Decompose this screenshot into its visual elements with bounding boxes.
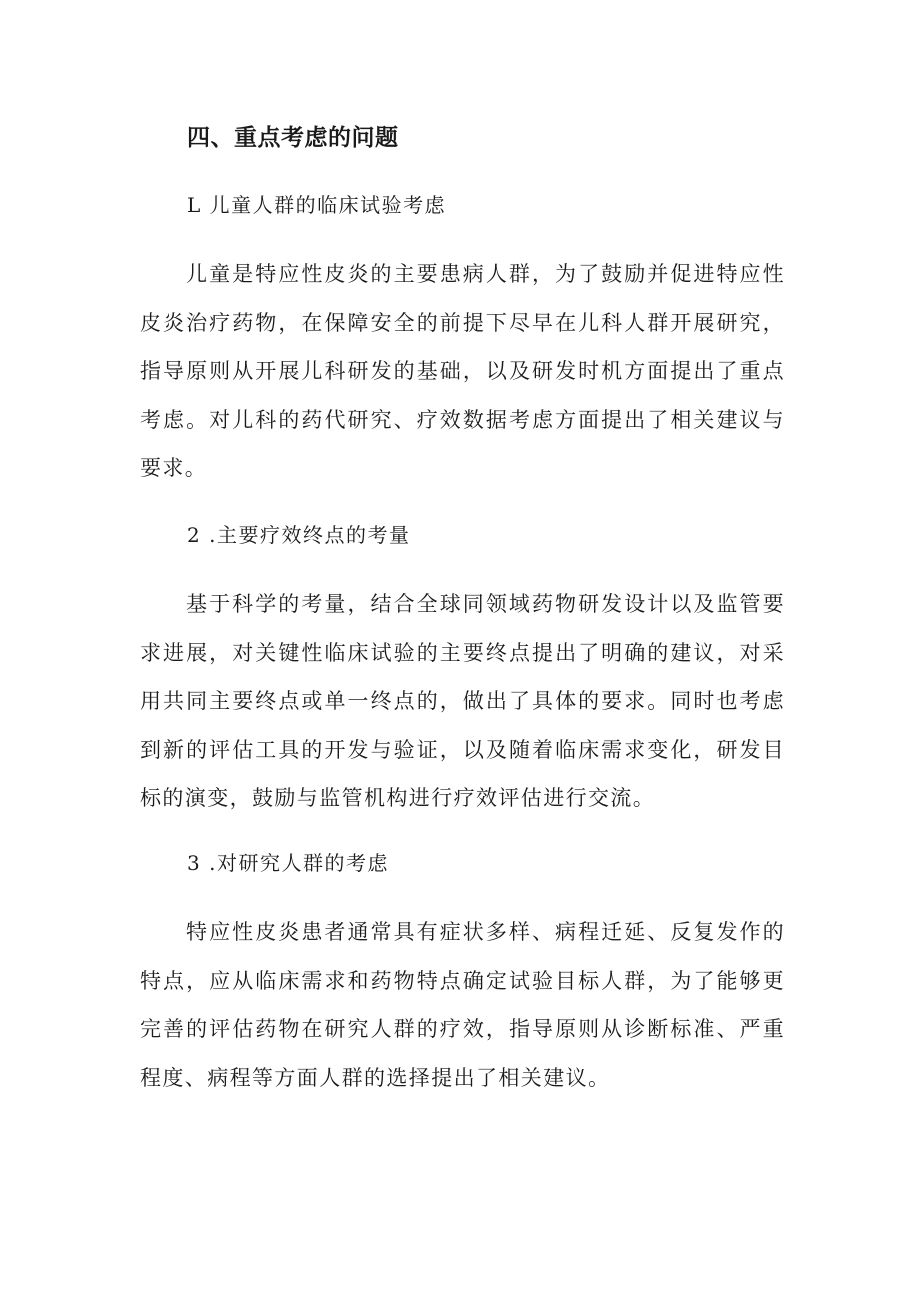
subsection-heading-3: 3 .对研究人群的考虑 bbox=[187, 851, 389, 875]
paragraph-1: 儿童是特应性皮炎的主要患病人群，为了鼓励并促进特应性皮炎治疗药物，在保障安全的前提下尽早在儿科人群开展研究，指导原则从开展儿科研发的基础，以及研发时机方面提出了重点考虑。对儿科的药代研究、疗效数据考虑方面提出了相关建议与要求。 bbox=[140, 262, 785, 480]
section-title: 四、重点考虑的问题 bbox=[187, 125, 399, 151]
subsection-heading-1: L 儿童人群的临床试验考虑 bbox=[187, 193, 447, 217]
subsection-heading-2: 2 .主要疗效终点的考量 bbox=[187, 523, 411, 547]
paragraph-3: 特应性皮炎患者通常具有症状多样、病程迁延、反复发作的特点，应从临床需求和药物特点确定试验目标人群，为了能够更完善的评估药物在研究人群的疗效，指导原则从诊断标准、严重程度、病程等方面人群的选择提出了相关建议。 bbox=[140, 920, 785, 1090]
paragraph-2: 基于科学的考量，结合全球同领域药物研发设计以及监管要求进展，对关键性临床试验的主要终点提出了明确的建议，对采用共同主要终点或单一终点的，做出了具体的要求。同时也考虑到新的评估工具的开发与验证，以及随着临床需求变化，研发目标的演变，鼓励与监管机构进行疗效评估进行交流。 bbox=[140, 592, 785, 810]
